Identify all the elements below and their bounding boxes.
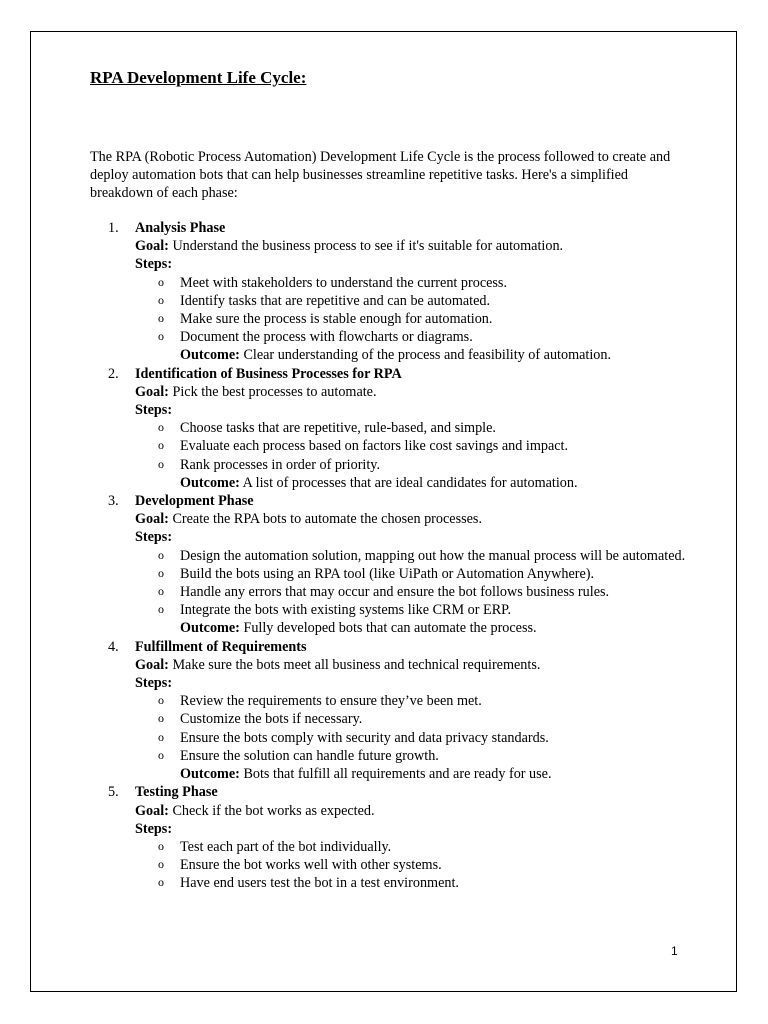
circle-bullet-icon: o <box>158 456 164 471</box>
step-text: Identify tasks that are repetitive and can be automated. <box>180 292 491 309</box>
step-text: Design the automation solution, mapping out how the manual process will be automated. <box>180 547 686 564</box>
step-text: Meet with stakeholders to understand the current process. <box>180 274 508 291</box>
circle-bullet-icon: o <box>158 329 164 344</box>
phase-item <box>90 638 690 784</box>
step-text: Ensure the solution can handle future growth. <box>180 747 439 764</box>
outcome-text: Fully developed bots that can automate the process. <box>243 620 537 637</box>
outcome-label: Outcome: <box>180 766 240 783</box>
phase-goal <box>135 656 690 674</box>
step-item <box>135 583 690 601</box>
circle-bullet-icon: o <box>158 693 164 708</box>
steps-list <box>135 692 690 765</box>
phase-number: 4. <box>108 638 119 655</box>
steps-label: Steps: <box>135 675 173 692</box>
circle-bullet-icon: o <box>158 311 164 326</box>
step-text: Make sure the process is stable enough for automation. <box>180 311 493 328</box>
phase-outcome <box>135 346 690 364</box>
circle-bullet-icon: o <box>158 292 164 307</box>
step-item <box>135 456 690 474</box>
circle-bullet-icon: o <box>158 711 164 726</box>
step-item <box>135 419 690 437</box>
phase-number: 2. <box>108 365 119 382</box>
goal-label: Goal: <box>135 383 169 400</box>
goal-label: Goal: <box>135 802 169 819</box>
circle-bullet-icon: o <box>158 857 164 872</box>
goal-text: Check if the bot works as expected. <box>172 802 375 819</box>
step-item <box>135 838 690 856</box>
phase-item <box>90 365 690 492</box>
steps-label: Steps: <box>135 820 173 837</box>
step-item <box>135 292 690 310</box>
intro-paragraph: The RPA (Robotic Process Automation) Development Life Cycle is the process followed to create and deploy automation bots that can help businesses streamline repetitive tasks. Here's a simplified breakdown of each phase: <box>90 149 671 202</box>
step-item <box>135 601 690 619</box>
document-title: RPA Development Life Cycle: <box>90 68 307 87</box>
step-item <box>135 437 690 455</box>
phase-outcome <box>135 619 690 637</box>
circle-bullet-icon: o <box>158 438 164 453</box>
step-text: Build the bots using an RPA tool (like UiPath or Automation Anywhere). <box>180 565 595 582</box>
phase-item <box>90 492 690 638</box>
phase-outcome <box>135 474 690 492</box>
circle-bullet-icon: o <box>158 274 164 289</box>
phase-list <box>90 219 690 893</box>
circle-bullet-icon: o <box>158 838 164 853</box>
step-text: Evaluate each process based on factors like cost savings and impact. <box>180 438 569 455</box>
circle-bullet-icon: o <box>158 875 164 890</box>
outcome-text: Clear understanding of the process and feasibility of automation. <box>243 347 612 364</box>
step-item <box>135 274 690 292</box>
phase-goal <box>135 383 690 401</box>
circle-bullet-icon: o <box>158 729 164 744</box>
step-item <box>135 547 690 565</box>
circle-bullet-icon: o <box>158 565 164 580</box>
step-item <box>135 874 690 892</box>
document-body <box>90 66 690 892</box>
outcome-label: Outcome: <box>180 347 240 364</box>
steps-label: Steps: <box>135 402 173 419</box>
phase-goal <box>135 510 690 528</box>
outcome-label: Outcome: <box>180 474 240 491</box>
steps-label: Steps: <box>135 256 173 273</box>
step-text: Integrate the bots with existing systems like CRM or ERP. <box>180 602 512 619</box>
phase-goal <box>135 237 690 255</box>
step-text: Have end users test the bot in a test environment. <box>180 875 459 892</box>
steps-list <box>135 419 690 474</box>
circle-bullet-icon: o <box>158 747 164 762</box>
step-text: Document the process with flowcharts or diagrams. <box>180 329 473 346</box>
goal-text: Make sure the bots meet all business and technical requirements. <box>172 656 541 673</box>
outcome-text: A list of processes that are ideal candidates for automation. <box>242 474 578 491</box>
step-text: Choose tasks that are repetitive, rule-based, and simple. <box>180 420 496 437</box>
step-text: Ensure the bots comply with security and data privacy standards. <box>180 729 549 746</box>
phase-outcome <box>135 765 690 783</box>
phase-title: Testing Phase <box>135 784 218 801</box>
phase-title: Development Phase <box>135 493 254 510</box>
steps-list <box>135 274 690 347</box>
step-item <box>135 856 690 874</box>
outcome-label: Outcome: <box>180 620 240 637</box>
goal-text: Understand the business process to see if it's suitable for automation. <box>172 238 564 255</box>
phase-title: Analysis Phase <box>135 220 226 236</box>
step-text: Ensure the bot works well with other systems. <box>180 857 442 874</box>
goal-label: Goal: <box>135 238 169 255</box>
phase-goal <box>135 802 690 820</box>
outcome-text: Bots that fulfill all requirements and are ready for use. <box>243 766 552 783</box>
page-number: 1 <box>671 944 678 958</box>
goal-label: Goal: <box>135 656 169 673</box>
phase-item <box>90 783 690 892</box>
circle-bullet-icon: o <box>158 602 164 617</box>
step-item <box>135 747 690 765</box>
step-text: Test each part of the bot individually. <box>180 838 392 855</box>
step-item <box>135 692 690 710</box>
circle-bullet-icon: o <box>158 547 164 562</box>
step-text: Rank processes in order of priority. <box>180 456 381 473</box>
steps-list <box>135 838 690 893</box>
goal-text: Pick the best processes to automate. <box>172 383 377 400</box>
step-text: Handle any errors that may occur and ensure the bot follows business rules. <box>180 584 610 601</box>
goal-label: Goal: <box>135 511 169 528</box>
step-item <box>135 328 690 346</box>
step-item <box>135 710 690 728</box>
steps-list <box>135 547 690 620</box>
circle-bullet-icon: o <box>158 420 164 435</box>
step-item <box>135 729 690 747</box>
phase-number: 5. <box>108 784 119 801</box>
phase-title: Identification of Business Processes for RPA <box>135 365 402 382</box>
phase-number: 3. <box>108 493 119 510</box>
phase-title: Fulfillment of Requirements <box>135 638 307 655</box>
step-item <box>135 310 690 328</box>
goal-text: Create the RPA bots to automate the chosen processes. <box>172 511 483 528</box>
circle-bullet-icon: o <box>158 584 164 599</box>
phase-item <box>90 219 690 365</box>
step-text: Customize the bots if necessary. <box>180 711 363 728</box>
step-item <box>135 565 690 583</box>
phase-number: 1. <box>108 220 119 236</box>
step-text: Review the requirements to ensure they’ve been met. <box>180 693 482 710</box>
steps-label: Steps: <box>135 529 173 546</box>
